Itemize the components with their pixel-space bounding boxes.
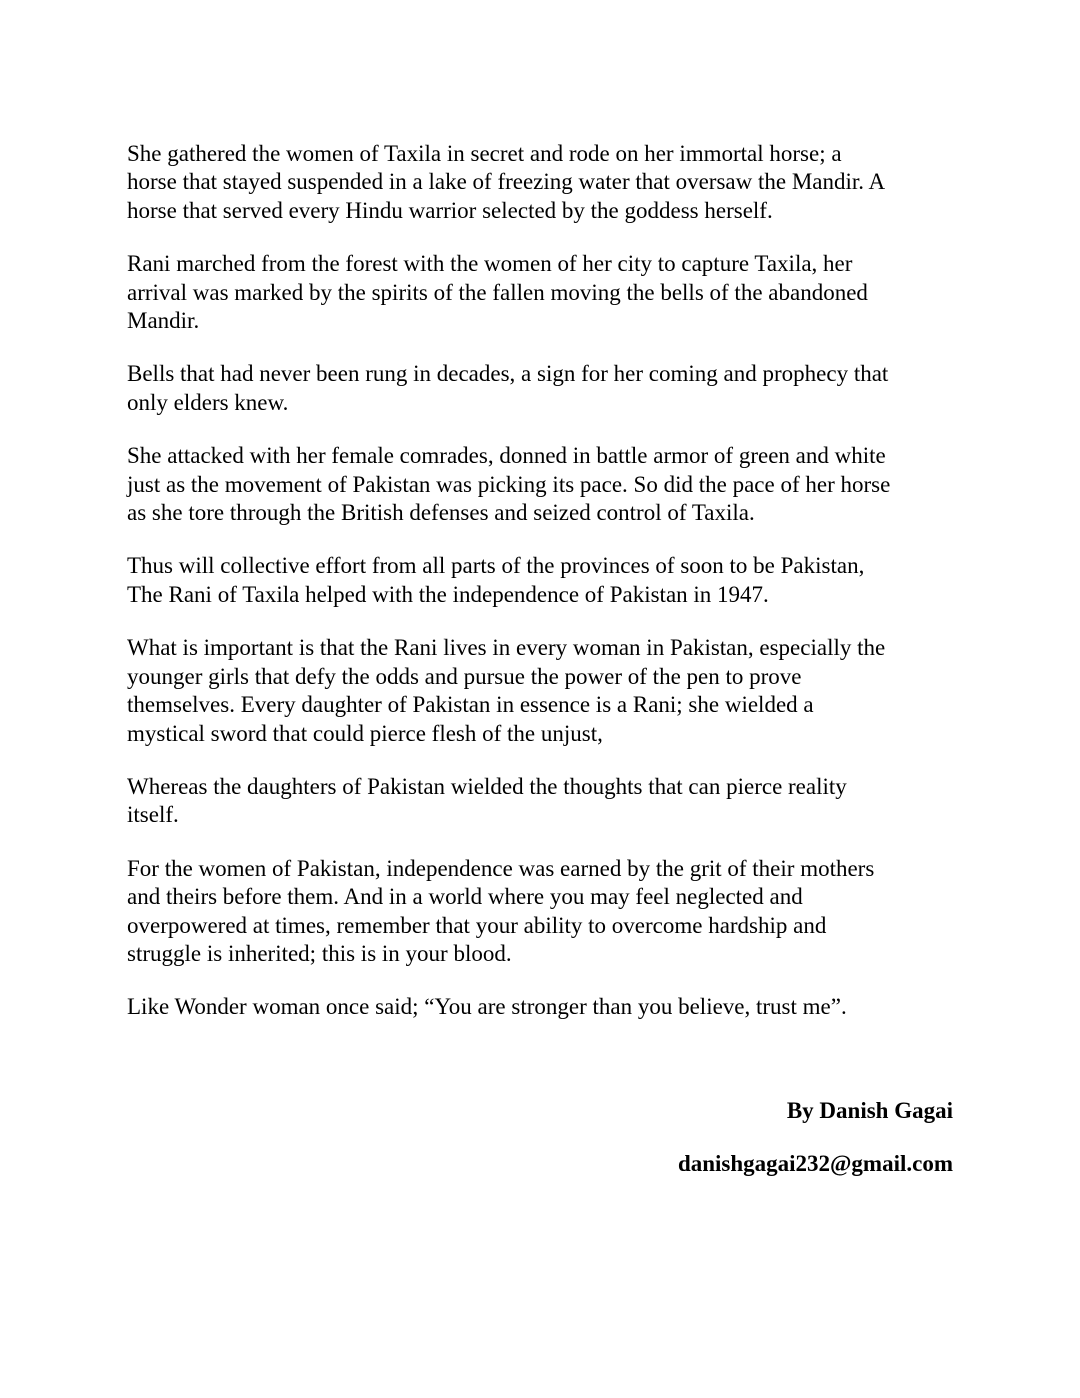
paragraph-3: Bells that had never been rung in decades, a sign for her coming and prophecy that only elders knew.	[127, 361, 889, 415]
paragraph-6: What is important is that the Rani lives in every woman in Pakistan, especially the younger girls that defy the odds and pursue the power of the pen to prove themselves. Every daughter of Pakistan in essence is a Rani; she wielded a mystical sword that could pierce flesh of the unjust,	[127, 635, 886, 746]
paragraph-2: Rani marched from the forest with the women of her city to capture Taxila, her arrival was marked by the spirits of the fallen moving the bells of the abandoned Mandir.	[127, 251, 868, 334]
paragraph-4: She attacked with her female comrades, donned in battle armor of green and white just as the movement of Pakistan was picking its pace. So did the pace of her horse as she tore through the British defenses and seized control of Taxila.	[127, 443, 891, 526]
author-email: danishgagai232@gmail.com	[677, 1151, 953, 1176]
author-byline: By Danish Gagai	[786, 1098, 953, 1123]
paragraph-1: She gathered the women of Taxila in secret and rode on her immortal horse; a horse that stayed suspended in a lake of freezing water that oversaw the Mandir. A horse that served every Hindu warrior selected by the goddess herself.	[127, 141, 886, 223]
paragraph-5: Thus will collective effort from all parts of the provinces of soon to be Pakistan, The Rani of Taxila helped with the independence of Pakistan in 1947.	[127, 553, 865, 607]
document-body	[127, 140, 957, 1047]
paragraph-7: Whereas the daughters of Pakistan wielded the thoughts that can pierce reality itself.	[127, 773, 847, 828]
paragraph-8: For the women of Pakistan, independence was earned by the grit of their mothers and theirs before them. And in a world where you may feel neglected and overpowered at times, remember that your ability to overcome hardship and struggle is inherited; this is in your blood.	[127, 855, 875, 966]
paragraph-9: Like Wonder woman once said; “You are stronger than you believe, trust me”.	[127, 994, 847, 1020]
